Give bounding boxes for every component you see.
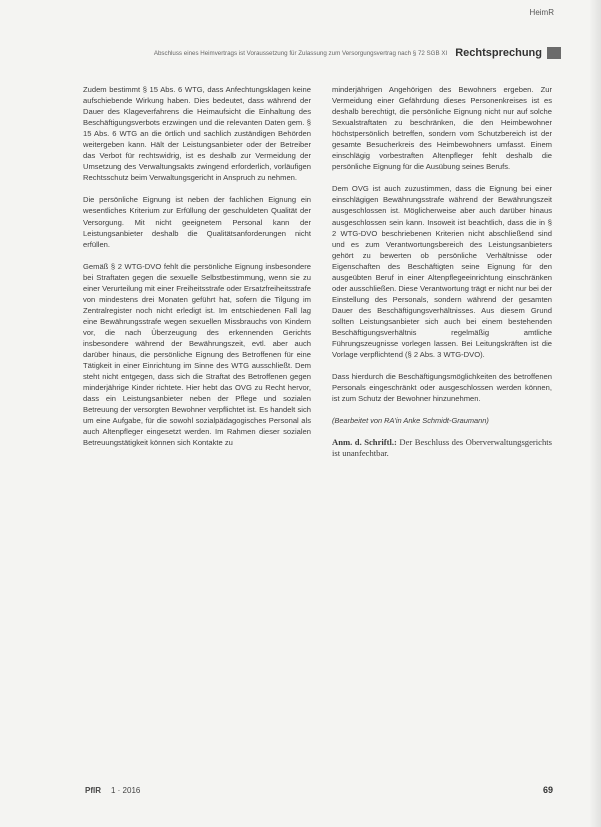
section-marker-icon — [547, 47, 561, 59]
page-header — [96, 47, 561, 59]
author-credit: (Bearbeitet von RA'in Anke Schmidt-Graumann) — [332, 416, 489, 426]
paragraph: Gemäß § 2 WTG-DVO fehlt die persönliche Eignung insbesondere bei Straftaten gegen die sexuelle Selbstbestimmung, wenn sie zu einer Verurteilung mit einer Freiheitsstrafe oder Ersatzfreiheitsstrafe von mindestens drei Monaten geführt hat, sofern die Tilgung im Zentralregister noch nicht erledigt ist. Im entschiedenen Fall lag eine Bewährungsstrafe wegen sexuellen Missbrauchs von Kindern vor, die nach Überzeugung des erkennenden Gerichts insbesondere während der Bewährungszeit, evtl. aber auch darüber hinaus, die persönliche Eignung des Betroffenen für eine Tätigkeit in einer Einrichtung im Sinne des WTG ausschließt. Dem steht nicht entgegen, dass sich die Straftat des Betroffenen gegen minderjährige Kinder richtete. Hier hebt das OVG zu Recht hervor, dass ein Leistungsanbieter neben der Pflege und sozialen Betreuung der versorgten Bewohner verpflichtet ist. Es handelt sich um eine Aufgabe, für die sowohl sozialpädagogisches Personal als auch Altenpfleger eingesetzt werden. Im Rahmen dieser sozialen Betreuungstätigkeit können sich Kontakte zu — [83, 261, 311, 448]
page-edge-shadow — [589, 0, 601, 827]
section-title: Rechtsprechung — [455, 47, 542, 59]
running-tab-label: HeimR — [529, 8, 554, 17]
header-subtitle: Abschluss eines Heimvertrags ist Voraussetzung für Zulassung zum Versorgungsvertrag nach § 72 SGB XI — [153, 49, 448, 57]
paragraph: Dem OVG ist auch zuzustimmen, dass die Eignung bei einer einschlägigen Bewährungsstrafe während der Bewährungszeit ausgeschlossen ist. Möglicherweise aber auch darüber hinaus ausgeschlossen sein kann. Insoweit ist beachtlich, dass die in § 2 WTG-DVO beschriebenen Kriterien nicht abschließend sind und es zum Verantwortungsbereich des Leistungsanbieters gehört zu bewerten ob persönliche Verhältnisse oder Eigenschaften des Beschäftigten seine Eignung für den ausgeübten Beruf in einer Altenpflegeeinrichtung einschränken oder ausschließen. Diese Verantwortung trägt er nicht nur bei der Einstellung des Personals, sondern während der gesamten Dauer des Beschäftigungsverhältnisses. Aus diesem Grund sollten Leistungsanbieter sich auch bei einem bestehenden Beschäftigungsverhältnis regelmäßig amtliche Führungszeugnisse vorlegen lassen. Bei Leitungskräften ist die Vorlage verpflichtend (§ 2 Abs. 3 WTG-DVO). — [332, 184, 552, 360]
editorial-note — [332, 437, 552, 459]
paragraph: Zudem bestimmt § 15 Abs. 6 WTG, dass Anfechtungsklagen keine aufschiebende Wirkung haben. Dies bedeutet, dass während der Dauer des Klageverfahrens die Heimaufsicht die Einhaltung des Beschäftigungsverbots erzwingen und die relevanten Daten gem. § 15 Abs. 6 WTG an die örtlich und sachlich zuständigen Behörden weitergeben kann. Hält der Leistungsanbieter oder der Betreiber das Verbot für rechtswidrig, ist es deshalb zur Vermeidung der Umsetzung des Verwaltungsakts zwingend erforderlich, vorläufigen Rechtsschutz beim Verwaltungsgericht in Anspruch zu nehmen. — [83, 85, 311, 183]
journal-issue: 1 · 2016 — [111, 786, 141, 795]
note-text: Der Beschluss des Oberverwaltungsgerichts ist unanfechtbar. — [332, 437, 553, 459]
paragraph: Dass hierdurch die Beschäftigungsmöglichkeiten des betroffenen Personals eingeschränkt oder ausgeschlossen werden können, ist zum Schutz der Bewohner hinzunehmen. — [332, 372, 552, 404]
paragraph: Die persönliche Eignung ist neben der fachlichen Eignung ein wesentliches Kriterium zur Erfüllung der geschuldeten Qualität der Versorgung. Mit nicht geeignetem Personal kann der Leistungsanbieter deshalb die Qualitätsanforderungen nicht erfüllen. — [83, 195, 311, 249]
footer-journal — [85, 786, 140, 795]
note-label: Anm. d. Schriftl.: — [332, 437, 397, 448]
page-number: 69 — [542, 785, 553, 795]
left-column — [83, 84, 311, 459]
paragraph: minderjährigen Angehörigen des Bewohners ergeben. Zur Vermeidung einer Gefährdung dieses Personenkreises ist es deshalb berechtigt, die persönliche Eignung nicht nur auf solche Sexualstraftaten zu beschränken, die den Heimbewohner höchstpersönlich betreffen, sondern vom Schutzbereich ist der gesamte Besucherkreis des Heimbewohners umfasst. Einem einschlägig vorbestraften Altenpfleger fehlt deshalb die persönliche Eignung für die Ausübung seines Berufs. — [332, 85, 552, 172]
right-column — [332, 84, 552, 470]
journal-name: PflR — [85, 786, 101, 795]
